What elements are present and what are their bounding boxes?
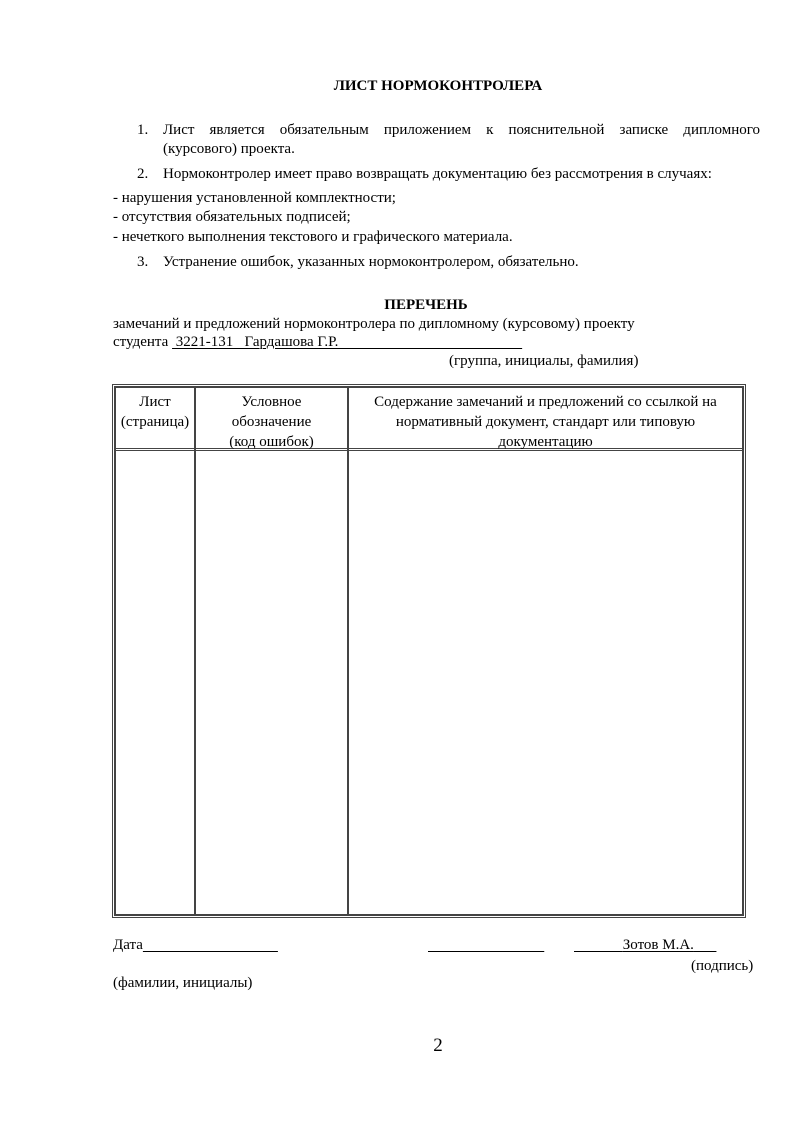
case-3: - нечеткого выполнения текстового и графического материала. [113,229,513,245]
item-2-number: 2. [137,166,149,182]
signature-blank-line [428,936,544,955]
table-header-sheet: Лист (страница) [120,394,190,430]
item-1-line-1: Лист является обязательным приложением к пояснительной записке дипломного [163,122,760,138]
item-1-line-2: (курсового) проекта. [163,141,295,157]
name-prefix-blank [574,937,623,953]
student-value: 3221-131 Гардашова Г.Р. [172,334,523,350]
signature-blank [428,937,544,953]
date-blank [143,937,278,953]
page-title: ЛИСТ НОРМОКОНТРОЛЕРА [333,78,543,94]
name-suffix-blank [694,937,717,953]
student-line [113,333,522,352]
item-2-line-1: Нормоконтролер имеет право возвращать документацию без рассмотрения в случаях: [163,166,712,182]
list-heading: ПЕРЕЧЕНЬ [384,297,468,313]
inspector-name: Зотов М.А. [622,937,694,953]
case-1: - нарушения установленной комплектности; [113,190,396,206]
table-header-content: Содержание замечаний и предложений со ссылкой на нормативный документ, стандарт или типовую документацию [374,394,717,450]
table-column-divider-2 [347,388,349,914]
item-1-number: 1. [137,122,149,138]
remarks-table [114,386,744,916]
signature-hint: (подпись) [691,958,754,974]
case-2: - отсутствия обязательных подписей; [113,209,351,225]
student-label: студента [113,334,169,350]
item-3-number: 3. [137,254,149,270]
table-header-code: Условное обозначение (код ошибок) [229,394,314,450]
inspector-name-line [574,936,716,955]
page-number: 2 [433,1035,443,1056]
names-hint: (фамилии, инициалы) [113,975,253,991]
student-hint: (группа, инициалы, фамилия) [449,353,639,369]
date-label: Дата [113,937,143,953]
date-line [113,936,278,955]
list-subtitle: замечаний и предложений нормоконтролера по дипломному (курсовому) проекту [113,316,635,332]
table-column-divider-1 [194,388,196,914]
item-3-line-1: Устранение ошибок, указанных нормоконтролером, обязательно. [163,254,579,270]
